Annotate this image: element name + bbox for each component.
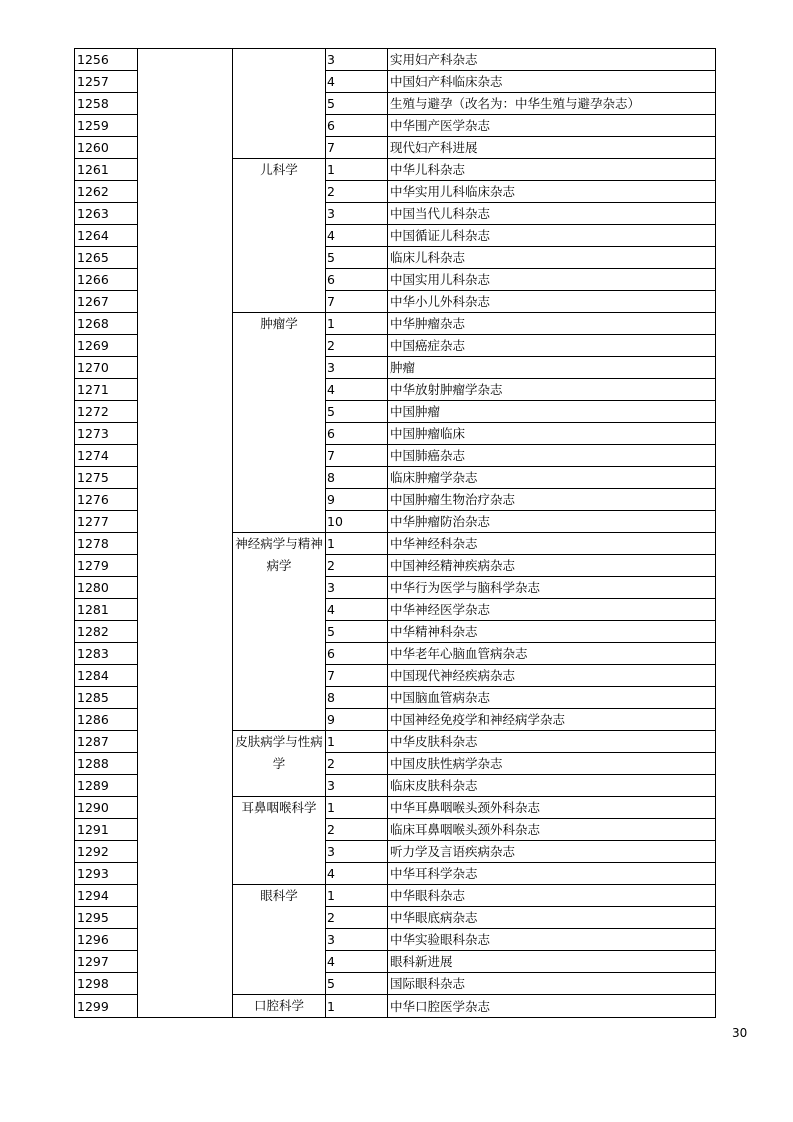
journal-name-cell: 中国肿瘤临床 bbox=[388, 423, 716, 445]
sequence-cell: 9 bbox=[326, 709, 388, 731]
sequence-cell: 4 bbox=[326, 599, 388, 621]
journal-name-cell: 中国脑血管病杂志 bbox=[388, 687, 716, 709]
journal-name-cell: 临床耳鼻咽喉头颈外科杂志 bbox=[388, 819, 716, 841]
sequence-cell: 2 bbox=[326, 819, 388, 841]
journal-name-cell: 中华神经科杂志 bbox=[388, 533, 716, 555]
row-id-cell: 1271 bbox=[75, 379, 138, 401]
journal-name-cell: 中国神经精神疾病杂志 bbox=[388, 555, 716, 577]
sequence-cell: 7 bbox=[326, 665, 388, 687]
journal-name-cell: 中华肿瘤防治杂志 bbox=[388, 511, 716, 533]
subject-cell: 皮肤病学与性病学 bbox=[233, 731, 326, 797]
row-id-cell: 1269 bbox=[75, 335, 138, 357]
sequence-cell: 6 bbox=[326, 269, 388, 291]
journal-table-body bbox=[75, 49, 716, 1018]
sequence-cell: 5 bbox=[326, 401, 388, 423]
journal-table bbox=[74, 48, 716, 1018]
sequence-cell: 2 bbox=[326, 555, 388, 577]
sequence-cell: 7 bbox=[326, 137, 388, 159]
subject-cell: 口腔科学 bbox=[233, 995, 326, 1018]
sequence-cell: 1 bbox=[326, 313, 388, 335]
row-id-cell: 1291 bbox=[75, 819, 138, 841]
row-id-cell: 1290 bbox=[75, 797, 138, 819]
sequence-cell: 1 bbox=[326, 159, 388, 181]
row-id-cell: 1292 bbox=[75, 841, 138, 863]
journal-name-cell: 实用妇产科杂志 bbox=[388, 49, 716, 71]
row-id-cell: 1298 bbox=[75, 973, 138, 995]
sequence-cell: 6 bbox=[326, 423, 388, 445]
sequence-cell: 4 bbox=[326, 951, 388, 973]
row-id-cell: 1264 bbox=[75, 225, 138, 247]
journal-name-cell: 中华耳科学杂志 bbox=[388, 863, 716, 885]
row-id-cell: 1288 bbox=[75, 753, 138, 775]
journal-name-cell: 国际眼科杂志 bbox=[388, 973, 716, 995]
sequence-cell: 2 bbox=[326, 753, 388, 775]
journal-name-cell: 临床肿瘤学杂志 bbox=[388, 467, 716, 489]
row-id-cell: 1257 bbox=[75, 71, 138, 93]
sequence-cell: 5 bbox=[326, 93, 388, 115]
sequence-cell: 5 bbox=[326, 247, 388, 269]
row-id-cell: 1283 bbox=[75, 643, 138, 665]
row-id-cell: 1259 bbox=[75, 115, 138, 137]
row-id-cell: 1260 bbox=[75, 137, 138, 159]
journal-name-cell: 现代妇产科进展 bbox=[388, 137, 716, 159]
journal-name-cell: 中华眼底病杂志 bbox=[388, 907, 716, 929]
journal-name-cell: 中国现代神经疾病杂志 bbox=[388, 665, 716, 687]
row-id-cell: 1281 bbox=[75, 599, 138, 621]
row-id-cell: 1296 bbox=[75, 929, 138, 951]
row-id-cell: 1263 bbox=[75, 203, 138, 225]
row-id-cell: 1279 bbox=[75, 555, 138, 577]
row-id-cell: 1258 bbox=[75, 93, 138, 115]
row-id-cell: 1289 bbox=[75, 775, 138, 797]
row-id-cell: 1293 bbox=[75, 863, 138, 885]
journal-name-cell: 中国神经免疫学和神经病学杂志 bbox=[388, 709, 716, 731]
journal-name-cell: 中国皮肤性病学杂志 bbox=[388, 753, 716, 775]
row-id-cell: 1295 bbox=[75, 907, 138, 929]
journal-name-cell: 中华肿瘤杂志 bbox=[388, 313, 716, 335]
journal-name-cell: 中华行为医学与脑科学杂志 bbox=[388, 577, 716, 599]
sequence-cell: 4 bbox=[326, 225, 388, 247]
journal-name-cell: 中华实验眼科杂志 bbox=[388, 929, 716, 951]
row-id-cell: 1266 bbox=[75, 269, 138, 291]
sequence-cell: 5 bbox=[326, 621, 388, 643]
journal-name-cell: 临床皮肤科杂志 bbox=[388, 775, 716, 797]
row-id-cell: 1278 bbox=[75, 533, 138, 555]
sequence-cell: 3 bbox=[326, 577, 388, 599]
page-number: 30 bbox=[732, 1026, 748, 1040]
row-id-cell: 1270 bbox=[75, 357, 138, 379]
sequence-cell: 2 bbox=[326, 181, 388, 203]
journal-name-cell: 中华精神科杂志 bbox=[388, 621, 716, 643]
sequence-cell: 4 bbox=[326, 379, 388, 401]
subject-cell: 肿瘤学 bbox=[233, 313, 326, 533]
subject-cell: 眼科学 bbox=[233, 885, 326, 995]
row-id-cell: 1297 bbox=[75, 951, 138, 973]
journal-name-cell: 肿瘤 bbox=[388, 357, 716, 379]
row-id-cell: 1286 bbox=[75, 709, 138, 731]
sequence-cell: 3 bbox=[326, 203, 388, 225]
journal-name-cell: 中国肿瘤生物治疗杂志 bbox=[388, 489, 716, 511]
sequence-cell: 1 bbox=[326, 995, 388, 1018]
row-id-cell: 1274 bbox=[75, 445, 138, 467]
sequence-cell: 1 bbox=[326, 885, 388, 907]
sequence-cell: 2 bbox=[326, 907, 388, 929]
subject-cell-continued bbox=[233, 49, 326, 159]
journal-name-cell: 临床儿科杂志 bbox=[388, 247, 716, 269]
sequence-cell: 3 bbox=[326, 841, 388, 863]
sequence-cell: 7 bbox=[326, 445, 388, 467]
sequence-cell: 3 bbox=[326, 929, 388, 951]
sequence-cell: 6 bbox=[326, 643, 388, 665]
row-id-cell: 1277 bbox=[75, 511, 138, 533]
sequence-cell: 3 bbox=[326, 49, 388, 71]
journal-name-cell: 中华老年心脑血管病杂志 bbox=[388, 643, 716, 665]
row-id-cell: 1256 bbox=[75, 49, 138, 71]
sequence-cell: 4 bbox=[326, 71, 388, 93]
sequence-cell: 1 bbox=[326, 731, 388, 753]
journal-name-cell: 中华皮肤科杂志 bbox=[388, 731, 716, 753]
sequence-cell: 10 bbox=[326, 511, 388, 533]
subject-cell: 神经病学与精神病学 bbox=[233, 533, 326, 731]
row-id-cell: 1276 bbox=[75, 489, 138, 511]
journal-name-cell: 中国实用儿科杂志 bbox=[388, 269, 716, 291]
subject-cell: 儿科学 bbox=[233, 159, 326, 313]
journal-name-cell: 中华耳鼻咽喉头颈外科杂志 bbox=[388, 797, 716, 819]
table-row bbox=[75, 49, 716, 71]
journal-name-cell: 中国肺癌杂志 bbox=[388, 445, 716, 467]
category-cell bbox=[138, 49, 233, 1018]
row-id-cell: 1285 bbox=[75, 687, 138, 709]
sequence-cell: 1 bbox=[326, 797, 388, 819]
journal-name-cell: 中国循证儿科杂志 bbox=[388, 225, 716, 247]
row-id-cell: 1272 bbox=[75, 401, 138, 423]
journal-name-cell: 中国肿瘤 bbox=[388, 401, 716, 423]
sequence-cell: 7 bbox=[326, 291, 388, 313]
sequence-cell: 1 bbox=[326, 533, 388, 555]
journal-name-cell: 中国当代儿科杂志 bbox=[388, 203, 716, 225]
sequence-cell: 4 bbox=[326, 863, 388, 885]
sequence-cell: 3 bbox=[326, 775, 388, 797]
sequence-cell: 6 bbox=[326, 115, 388, 137]
journal-name-cell: 听力学及言语疾病杂志 bbox=[388, 841, 716, 863]
row-id-cell: 1299 bbox=[75, 995, 138, 1018]
journal-name-cell: 中华神经医学杂志 bbox=[388, 599, 716, 621]
row-id-cell: 1275 bbox=[75, 467, 138, 489]
row-id-cell: 1287 bbox=[75, 731, 138, 753]
row-id-cell: 1265 bbox=[75, 247, 138, 269]
row-id-cell: 1282 bbox=[75, 621, 138, 643]
journal-name-cell: 眼科新进展 bbox=[388, 951, 716, 973]
row-id-cell: 1262 bbox=[75, 181, 138, 203]
journal-name-cell: 中华放射肿瘤学杂志 bbox=[388, 379, 716, 401]
row-id-cell: 1261 bbox=[75, 159, 138, 181]
sequence-cell: 5 bbox=[326, 973, 388, 995]
journal-name-cell: 中华小儿外科杂志 bbox=[388, 291, 716, 313]
journal-name-cell: 中华实用儿科临床杂志 bbox=[388, 181, 716, 203]
journal-name-cell: 生殖与避孕（改名为：中华生殖与避孕杂志） bbox=[388, 93, 716, 115]
row-id-cell: 1294 bbox=[75, 885, 138, 907]
sequence-cell: 3 bbox=[326, 357, 388, 379]
journal-name-cell: 中华眼科杂志 bbox=[388, 885, 716, 907]
journal-name-cell: 中国癌症杂志 bbox=[388, 335, 716, 357]
row-id-cell: 1268 bbox=[75, 313, 138, 335]
journal-name-cell: 中华围产医学杂志 bbox=[388, 115, 716, 137]
sequence-cell: 8 bbox=[326, 467, 388, 489]
journal-name-cell: 中华儿科杂志 bbox=[388, 159, 716, 181]
row-id-cell: 1273 bbox=[75, 423, 138, 445]
row-id-cell: 1284 bbox=[75, 665, 138, 687]
sequence-cell: 2 bbox=[326, 335, 388, 357]
subject-cell: 耳鼻咽喉科学 bbox=[233, 797, 326, 885]
row-id-cell: 1267 bbox=[75, 291, 138, 313]
journal-name-cell: 中华口腔医学杂志 bbox=[388, 995, 716, 1018]
row-id-cell: 1280 bbox=[75, 577, 138, 599]
journal-name-cell: 中国妇产科临床杂志 bbox=[388, 71, 716, 93]
sequence-cell: 8 bbox=[326, 687, 388, 709]
sequence-cell: 9 bbox=[326, 489, 388, 511]
